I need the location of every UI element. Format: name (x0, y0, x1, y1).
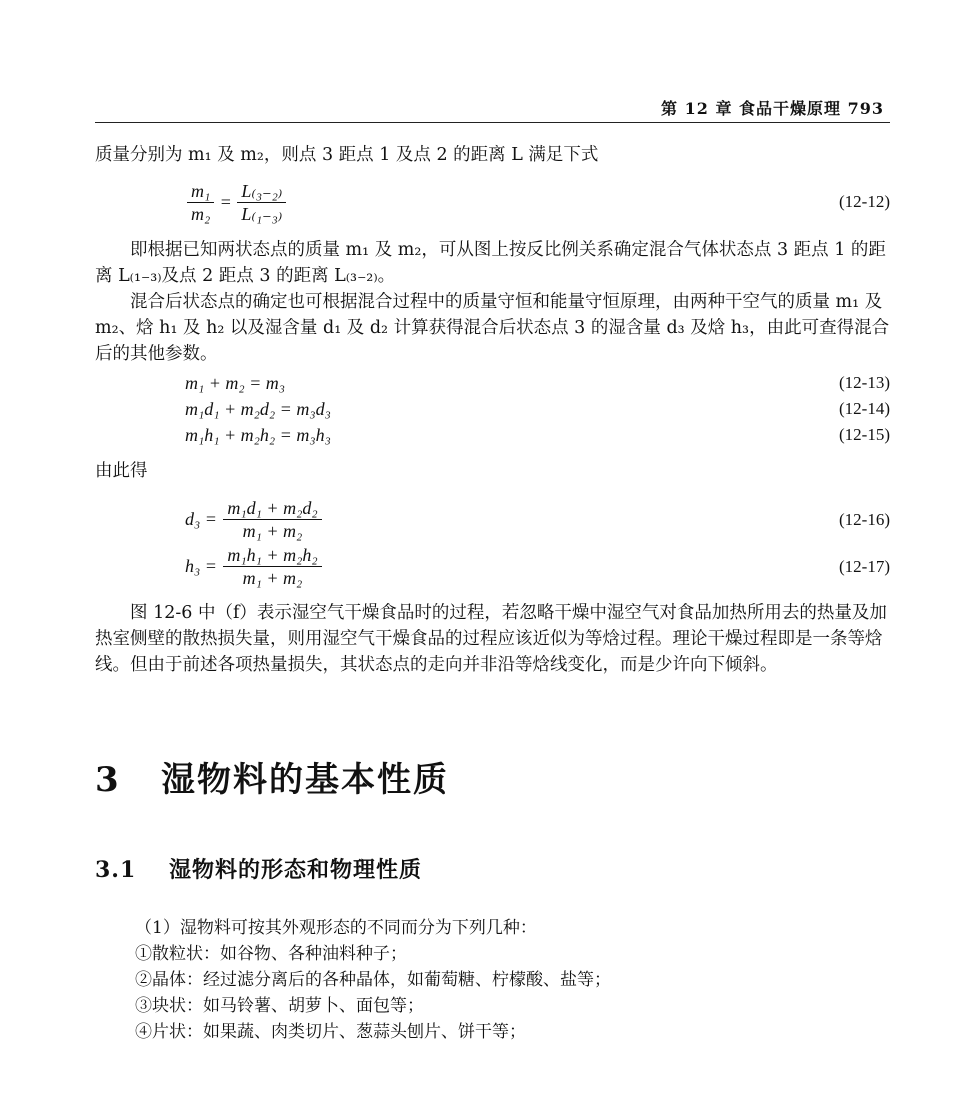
paragraph-1: 质量分别为 m₁ 及 m₂，则点 3 距点 1 及点 2 的距离 L 满足下式 (95, 145, 599, 165)
equation-number: (12-13) (839, 373, 890, 392)
fraction-denominator: m₂ (191, 204, 211, 224)
equation-number: (12-14) (839, 399, 890, 418)
paragraph-2: 即根据已知两状态点的质量 m₁ 及 m₂，可从图上按反比例关系确定混合气体状态点 3 距点 1 的距离 L₍₁₋₃₎及点 2 距点 3 的距离 L₍₃₋₂₎。 (95, 240, 886, 286)
fraction-mass-ratio (187, 181, 214, 224)
equation-number: (12-17) (839, 557, 890, 576)
equation-lhs: d₃ = (185, 509, 217, 529)
fraction-numerator: m₁ (187, 181, 214, 203)
fraction-numerator: m₁h₁ + m₂h₂ (223, 545, 321, 567)
fraction (223, 545, 321, 588)
running-header (95, 96, 890, 123)
equation-number: (12-15) (839, 425, 890, 444)
equals-sign: = (220, 192, 231, 212)
list-item: ①散粒状：如谷物、各种油料种子； (135, 944, 407, 964)
fraction-denominator: m₁ + m₂ (242, 568, 303, 588)
list-item: ④片状：如果蔬、肉类切片、葱蒜头刨片、饼干等； (135, 1022, 526, 1042)
equation-12-13 (185, 373, 890, 399)
fraction-numerator: m₁d₁ + m₂d₂ (223, 498, 321, 520)
equation-12-17 (185, 545, 890, 591)
fraction-numerator: L₍₃₋₂₎ (237, 181, 286, 203)
equation-lhs: h₃ = (185, 556, 217, 576)
equation-12-16 (185, 498, 890, 544)
fraction-denominator: m₁ + m₂ (242, 521, 303, 541)
fraction-denominator: L₍₁₋₃₎ (241, 204, 283, 224)
fraction (223, 498, 321, 541)
equation-expression: m₁d₁ + m₂d₂ = m₃d₃ (185, 399, 331, 419)
equation-expression: m₁h₁ + m₂h₂ = m₃h₃ (185, 425, 331, 445)
material-type-list (135, 915, 875, 1045)
section-3-heading (95, 752, 449, 801)
section-title: 湿物料的基本性质 (161, 760, 449, 800)
subsection-title: 湿物料的形态和物理性质 (169, 857, 423, 883)
fraction-distance-ratio (237, 181, 286, 224)
list-item: ②晶体：经过滤分离后的各种晶体，如葡萄糖、柠檬酸、盐等； (135, 970, 611, 990)
equation-expression: m₁ + m₂ = m₃ (185, 373, 286, 393)
equation-12-15 (185, 425, 890, 451)
list-item: ③块状：如马铃薯、胡萝卜、面包等； (135, 996, 424, 1016)
section-number: 3 (95, 760, 121, 800)
list-intro: （1）湿物料可按其外观形态的不同而分为下列几种： (135, 918, 537, 938)
paragraph-3: 混合后状态点的确定也可根据混合过程中的质量守恒和能量守恒原理，由两种干空气的质量 m₁ 及 m₂、焓 h₁ 及 h₂ 以及湿含量 d₁ 及 d₂ 计算获得混合后状态点 3 的湿含量 d₃ 及焓 h₃，由此可查得混合后的其他参数。 (95, 292, 890, 364)
equation-number: (12-12) (839, 192, 890, 211)
paragraph-5: 图 12-6 中（f）表示湿空气干燥食品时的过程，若忽略干燥中湿空气对食品加热所用去的热量及加热室侧壁的散热损失量，则用湿空气干燥食品的过程应该近似为等焓过程。理论干燥过程即是一条等焓线。但由于前述各项热量损失，其状态点的走向并非沿等焓线变化，而是少许向下倾斜。 (95, 603, 887, 675)
section-3-1-heading (95, 853, 422, 884)
header-text: 第 12 章 食品干燥原理 793 (661, 99, 884, 118)
equation-12-12 (185, 181, 890, 227)
equation-12-14 (185, 399, 890, 425)
equation-number: (12-16) (839, 510, 890, 529)
paragraph-4: 由此得 (95, 461, 148, 481)
subsection-number: 3.1 (95, 857, 137, 883)
